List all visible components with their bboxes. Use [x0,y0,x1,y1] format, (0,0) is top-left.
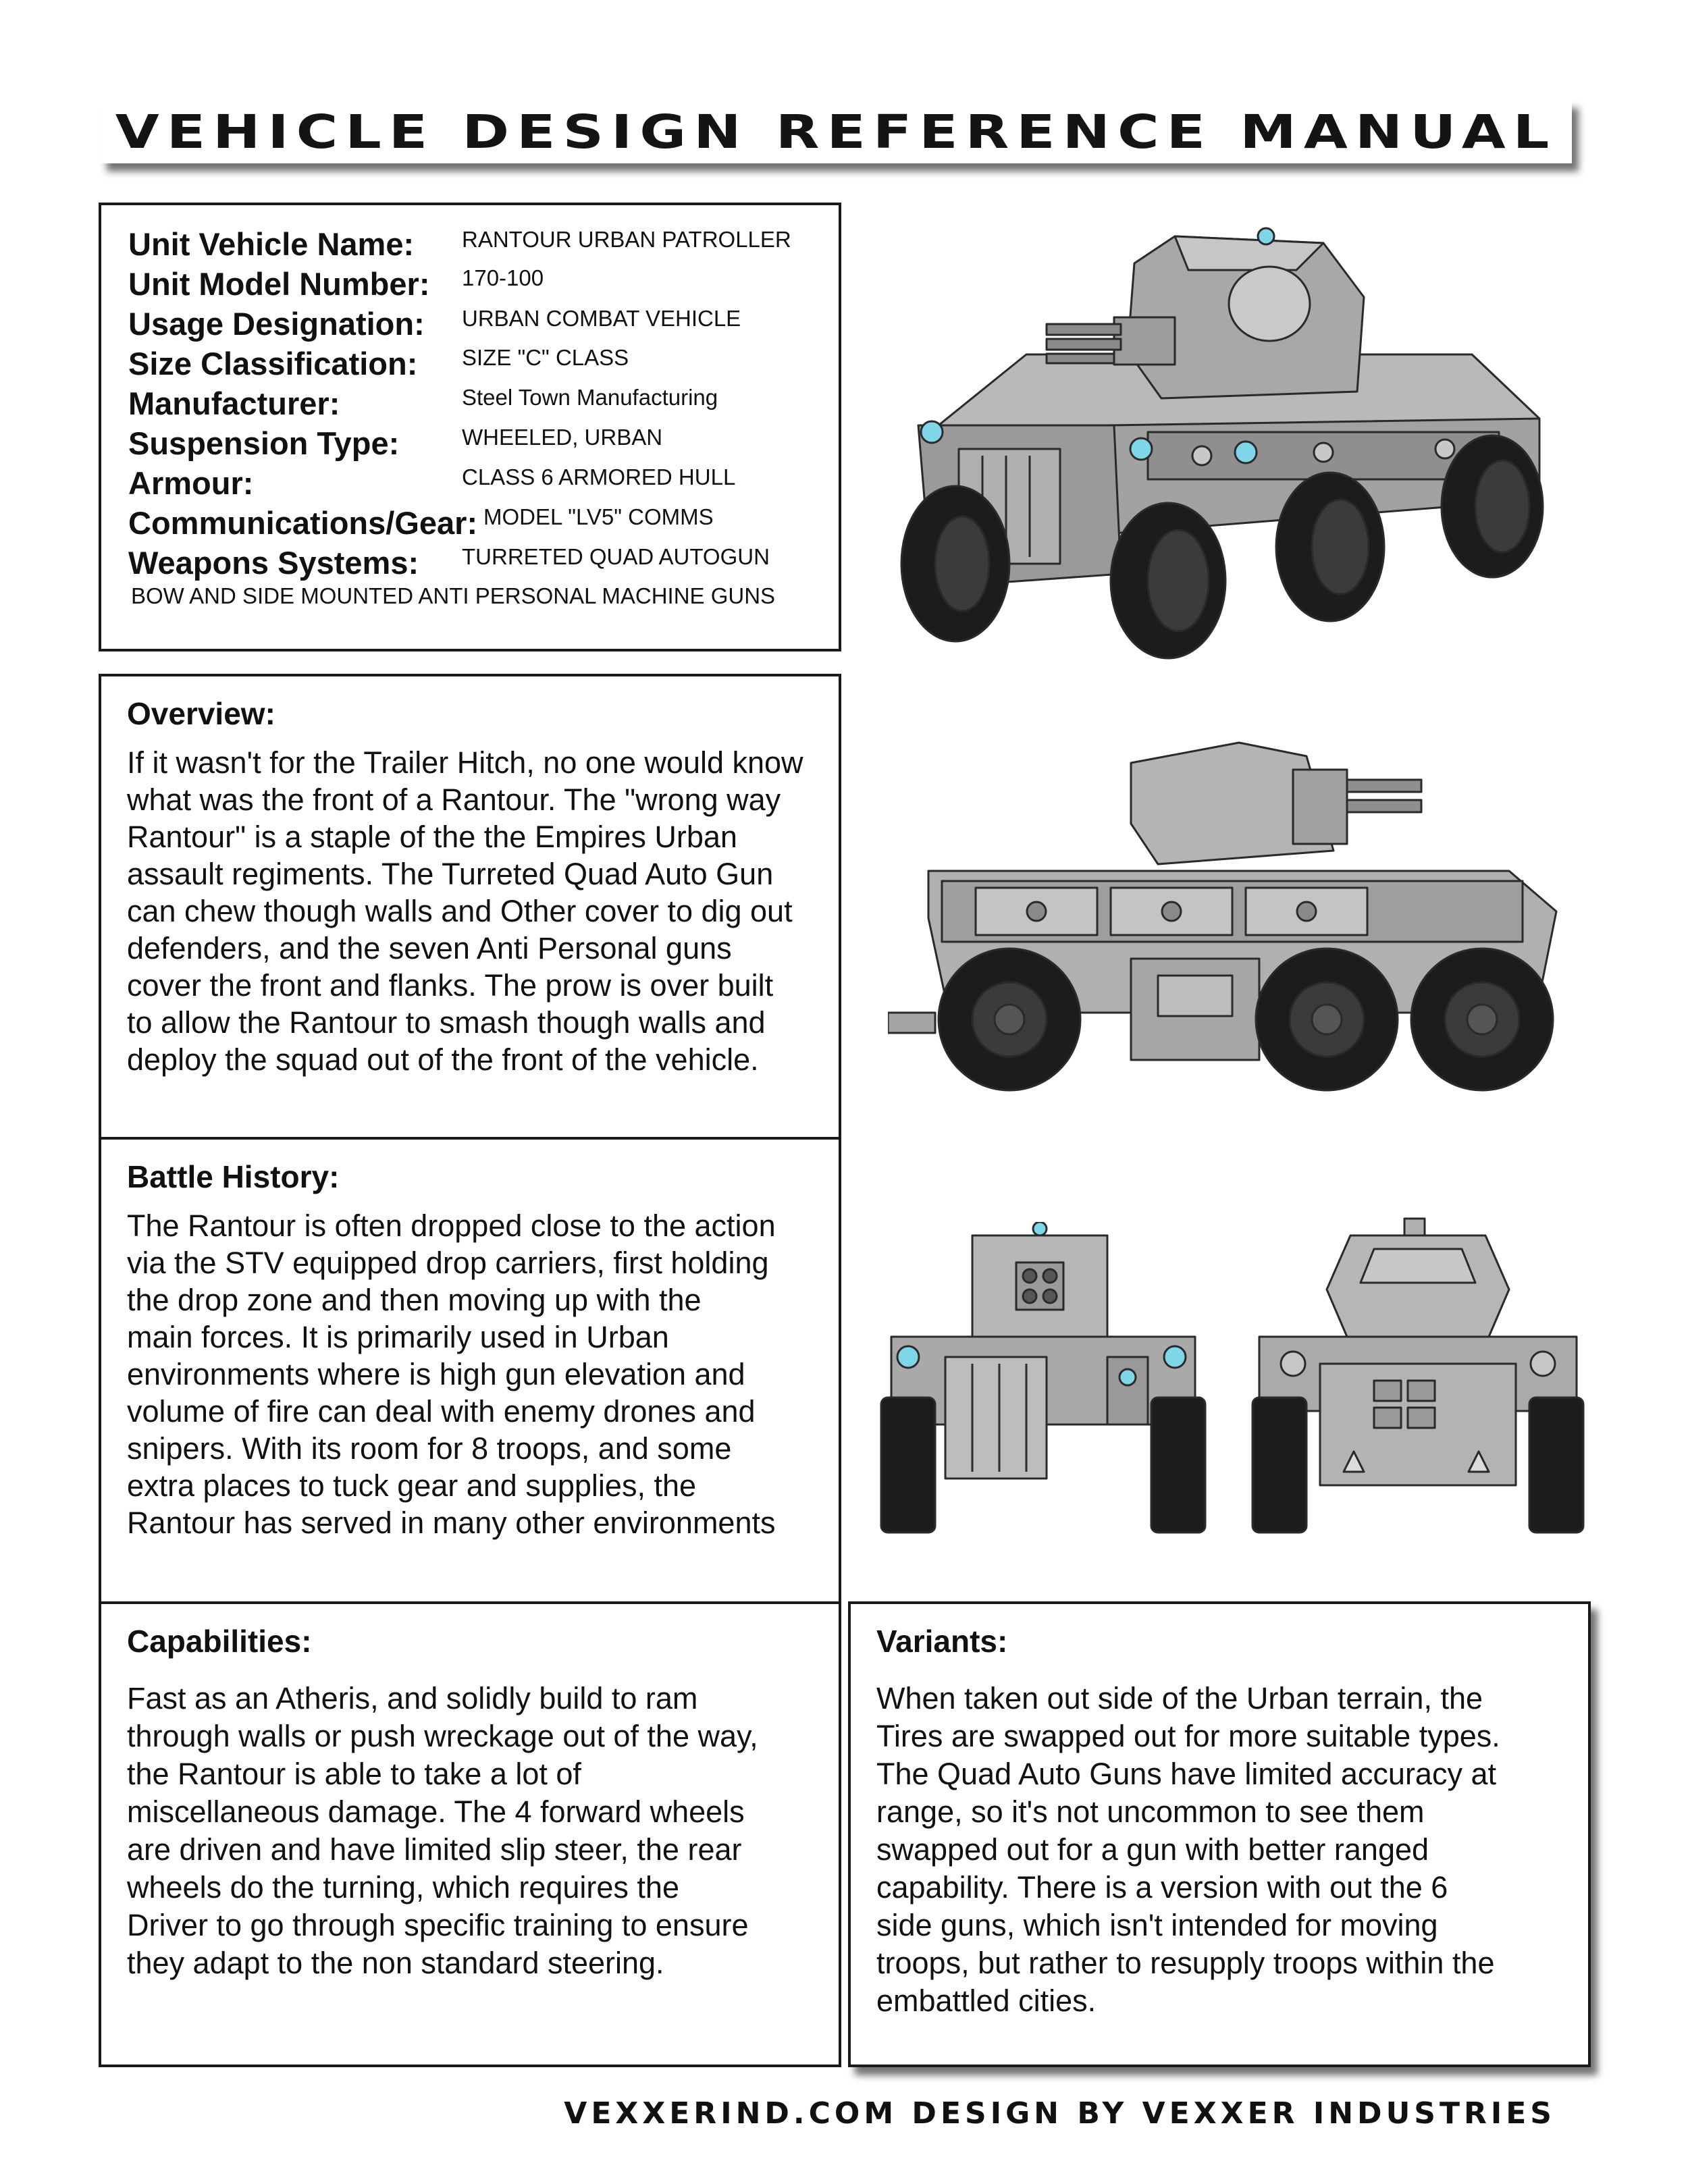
text-line: range, so it's not uncommon to see them [876,1794,1425,1829]
spec-value: WHEELED, URBAN [462,425,663,450]
battle-history-section [99,1137,841,1604]
text-line: Rantour" is a staple of the the Empires Urban [127,820,737,854]
text-line: deploy the squad out of the front of the vehicle. [127,1042,759,1077]
text-line: defenders, and the seven Anti Personal guns [127,931,732,965]
section-body [127,1680,822,1982]
spec-label: Size Classification: [128,346,418,381]
text-line: cover the front and flanks. The prow is over built [127,968,774,1003]
text-line: If it wasn't for the Trailer Hitch, no one would know [127,745,803,780]
section-body [876,1680,1572,2020]
text-line: the Rantour is able to take a lot of [127,1757,581,1791]
text-line: Driver to go through specific training to ensure [127,1908,749,1942]
text-line: Fast as an Atheris, and solidly build to ram [127,1681,698,1715]
page-title: VEHICLE DESIGN REFERENCE MANUAL [115,104,1557,159]
spec-value: SIZE "C" CLASS [462,345,629,370]
spec-value: TURRETED QUAD AUTOGUN [462,544,770,569]
text-line: main forces. It is primarily used in Urban [127,1320,669,1354]
spec-label: Communications/Gear: [128,505,478,541]
text-line: miscellaneous damage. The 4 forward wheels [127,1794,745,1829]
capabilities-section [99,1601,841,2067]
text-line: can chew though walls and Other cover to dig out [127,894,793,928]
spec-value: 170-100 [462,265,544,290]
section-heading: Capabilities: [127,1624,312,1659]
spec-label: Usage Designation: [128,306,425,342]
spec-value: MODEL "LV5" COMMS [483,504,714,529]
spec-label: Armour: [128,465,254,501]
spec-label: Manufacturer: [128,385,340,421]
text-line: Rantour has served in many other environments [127,1506,776,1540]
text-line: environments where is high gun elevation and [127,1357,745,1391]
text-line: The Rantour is often dropped close to the action [127,1208,776,1243]
footer-credit: VEXXERIND.COM DESIGN BY VEXXER INDUSTRIES [564,2096,1556,2131]
text-line: what was the front of a Rantour. The "wrong way [127,782,781,817]
spec-label: Unit Vehicle Name: [128,226,415,262]
spec-value: RANTOUR URBAN PATROLLER [462,227,791,252]
text-line: snipers. With its room for 8 troops, and some [127,1431,732,1466]
section-body [127,1207,822,1541]
text-line: through walls or push wreckage out of the way, [127,1719,758,1753]
text-line: via the STV equipped drop carriers, first holding [127,1246,769,1280]
text-line: embattled cities. [876,1983,1097,2018]
text-line: the drop zone and then moving up with the [127,1283,702,1317]
overview-section [99,674,841,1140]
spec-label: Suspension Type: [128,425,400,461]
text-line: troops, but rather to resupply troops within the [876,1946,1495,1980]
text-line: they adapt to the non standard steering. [127,1946,664,1980]
vehicle-front-illustration [878,1222,1209,1539]
text-line: volume of fire can deal with enemy drones and [127,1394,756,1429]
section-heading: Battle History: [127,1159,340,1194]
section-body [127,744,822,1078]
text-line: are driven and have limited slip steer, the rear [127,1832,742,1867]
vehicle-isometric-illustration [891,223,1573,662]
text-line: The Quad Auto Guns have limited accuracy at [876,1757,1496,1791]
spec-label: Unit Model Number: [128,266,430,302]
text-line: assault regiments. The Turreted Quad Auto Gun [127,857,774,891]
text-line: side guns, which isn't intended for moving [876,1908,1438,1942]
spec-box [99,203,841,651]
text-line: to allow the Rantour to smash though walls and [127,1005,766,1040]
spec-value: CLASS 6 ARMORED HULL [462,464,736,489]
text-line: extra places to tuck gear and supplies, the [127,1468,697,1503]
text-line: wheels do the turning, which requires the [127,1870,679,1905]
text-line: swapped out for a gun with better ranged [876,1832,1429,1867]
title-banner [100,100,1572,163]
section-heading: Overview: [127,696,275,731]
variants-section [848,1601,1591,2067]
spec-value: Steel Town Manufacturing [462,385,718,410]
spec-value: URBAN COMBAT VEHICLE [462,306,741,331]
spec-weapons-extra: BOW AND SIDE MOUNTED ANTI PERSONAL MACHINE GUNS [131,583,776,608]
text-line: Tires are swapped out for more suitable types. [876,1719,1500,1753]
text-line: capability. There is a version with out the 6 [876,1870,1448,1905]
section-heading: Variants: [876,1624,1008,1659]
vehicle-rear-illustration [1246,1215,1590,1539]
spec-label: Weapons Systems: [128,545,419,581]
text-line: When taken out side of the Urban terrain, the [876,1681,1483,1715]
vehicle-side-illustration [888,716,1597,1094]
